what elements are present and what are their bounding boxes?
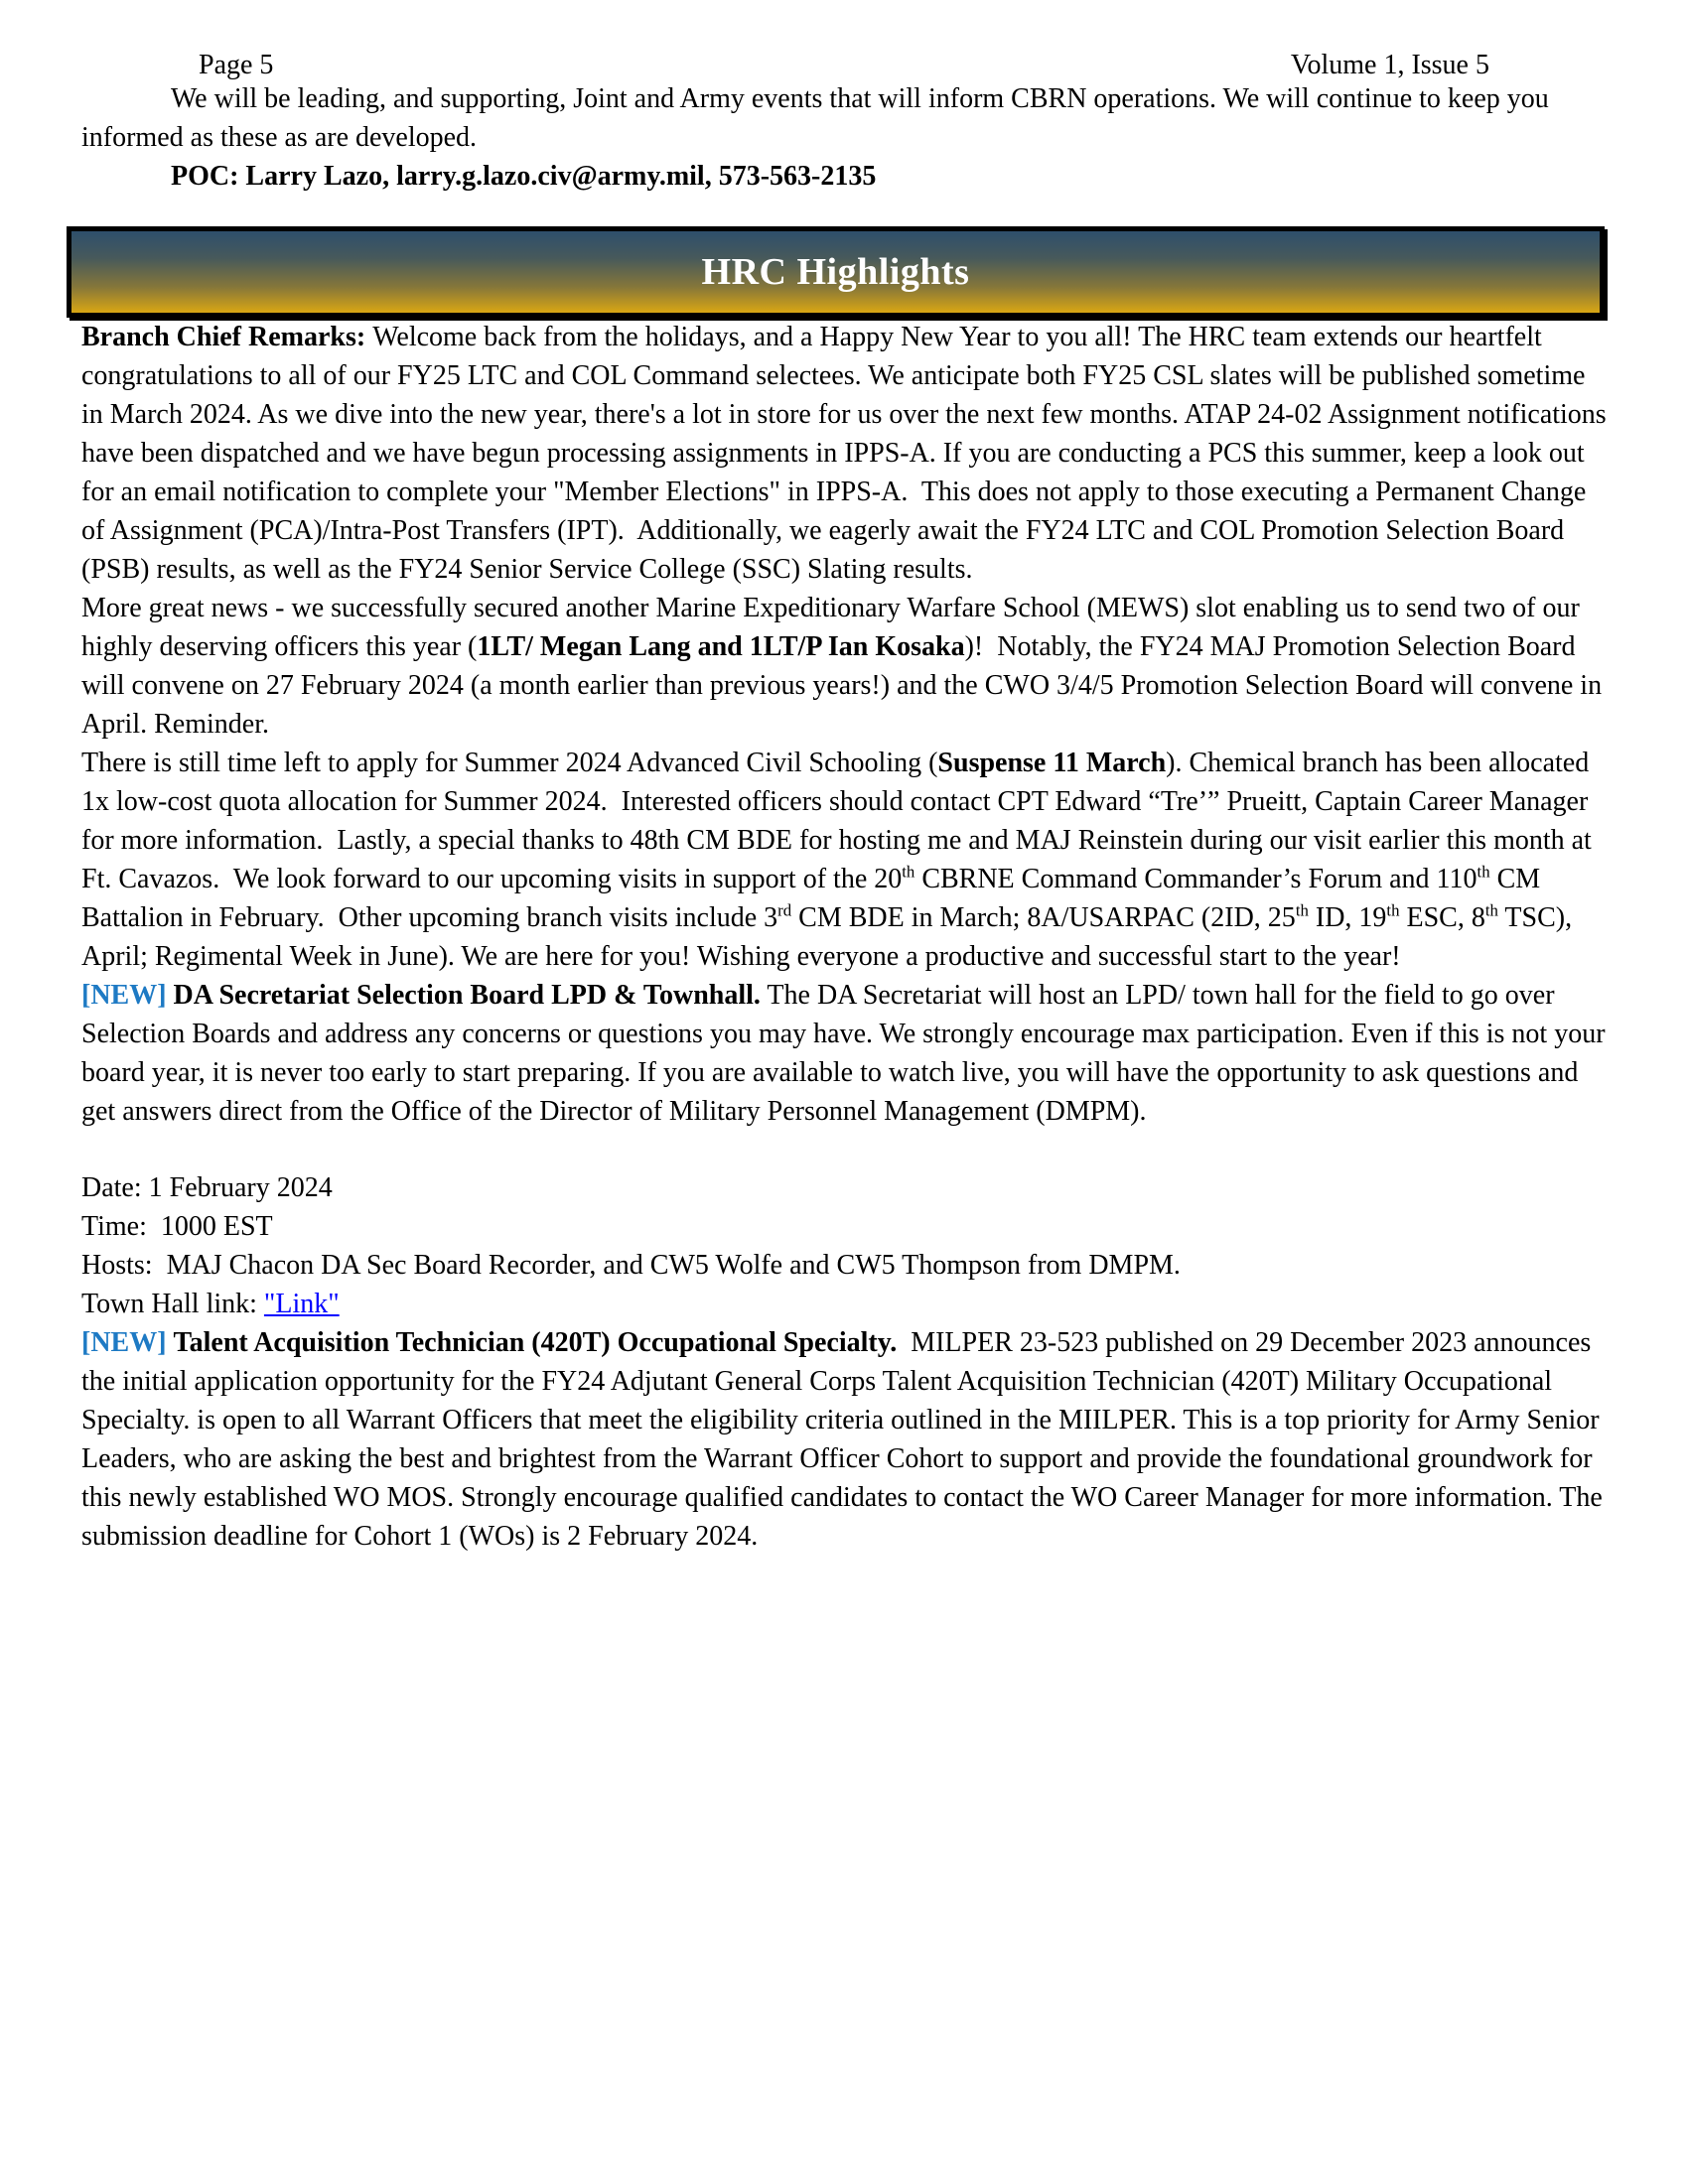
townhall-hosts-line: Hosts: MAJ Chacon DA Sec Board Recorder, and CW5 Wolfe and CW5 Thompson from DMPM. — [81, 1250, 1181, 1281]
page-header — [81, 52, 1607, 79]
branch-chief-remarks-paragraph: Branch Chief Remarks: Welcome back from the holidays, and a Happy New Year to you all! The HRC team extends our heartfelt congratulations to all of our FY25 LTC and COL Command selectees. We anticipate both FY25 CSL slates will be published sometime in March 2024. As we dive into the new year, there's a lot in store for us over the next few months. ATAP 24-02 Assignment notifications have been dispatched and we have begun processing assignments in IPPS-A. If you are conducting a PCS this summer, keep a look out for an email notification to complete your "Member Elections" in IPPS-A. This does not apply to those executing a Permanent Change of Assignment (PCA)/Intra-Post Transfers (IPT). Additionally, we eagerly await the FY24 LTC and COL Promotion Selection Board (PSB) results, as well as the FY24 Senior Service College (SSC) Slating results. — [81, 322, 1614, 585]
townhall-info-block — [81, 1168, 1607, 1323]
advanced-civil-schooling-paragraph: There is still time left to apply for Summer 2024 Advanced Civil Schooling (Suspense 11 March). Chemical branch has been allocated 1x low-cost quota allocation for Summer 2024. Interested officers should contact CPT Edward “Tre’” Prueitt, Captain Career Manager for more information. Lastly, a special thanks to 48th CM BDE for hosting me and MAJ Reinstein during our visit earlier this month at Ft. Cavazos. We look forward to our upcoming visits in support of the 20th CBRNE Command Commander’s Forum and 110th CM Battalion in February. Other upcoming branch visits include 3rd CM BDE in March; 8A/USARPAC (2ID, 25th ID, 19th ESC, 8th TSC), April; Regimental Week in June). We are here for you! Wishing everyone a productive and successful start to the year! — [81, 748, 1599, 972]
townhall-link-line — [81, 1285, 1607, 1323]
townhall-date-line: Date: 1 February 2024 — [81, 1172, 333, 1203]
page-number: Page 5 — [199, 50, 274, 80]
townhall-link-label: Town Hall link: — [81, 1289, 264, 1319]
talent-acquisition-paragraph: [NEW] Talent Acquisition Technician (420T) Occupational Specialty. MILPER 23-523 published on 29 December 2023 announces the initial application opportunity for the FY24 Adjutant General Corps Talent Acquisition Technician (420T) Military Occupational Specialty. is open to all Warrant Officers that meet the eligibility criteria outlined in the MIILPER. This is a top priority for Army Senior Leaders, who are asking the best and brightest from the Warrant Officer Cohort to support and provide the foundational groundwork for this newly established WO MOS. Strongly encourage qualified candidates to contact the WO Career Manager for more information. The submission deadline for Cohort 1 (WOs) is 2 February 2024. — [81, 1327, 1610, 1552]
intro-paragraph: We will be leading, and supporting, Joint and Army events that will inform CBRN operations. We will continue to keep you informed as these as are developed. — [81, 83, 1556, 153]
banner-title: HRC Highlights — [701, 251, 970, 293]
more-great-news-paragraph: More great news - we successfully secured another Marine Expeditionary Warfare School (MEWS) slot enabling us to send two of our highly deserving officers this year (1LT/ Megan Lang and 1LT/P Ian Kosaka)! Notably, the FY24 MAJ Promotion Selection Board will convene on 27 February 2024 (a month earlier than previous years!) and the CWO 3/4/5 Promotion Selection Board will convene in April. Reminder. — [81, 593, 1608, 740]
townhall-link[interactable]: "Link" — [263, 1289, 340, 1319]
da-secretariat-paragraph: [NEW] DA Secretariat Selection Board LPD & Townhall. The DA Secretariat will host an LPD/ town hall for the field to go over Selection Boards and address any concerns or questions you may have. We strongly encourage max participation. Even if this is not your board year, it is never too early to start preparing. If you are available to watch live, you will have the opportunity to ask questions and get answers direct from the Office of the Director of Military Personnel Management (DMPM). — [81, 980, 1613, 1127]
townhall-time-line: Time: 1000 EST — [81, 1211, 273, 1242]
hrc-highlights-banner — [67, 226, 1605, 318]
poc-line: POC: Larry Lazo, larry.g.lazo.civ@army.mil, 573-563-2135 — [171, 161, 877, 192]
volume-issue: Volume 1, Issue 5 — [1290, 50, 1489, 80]
